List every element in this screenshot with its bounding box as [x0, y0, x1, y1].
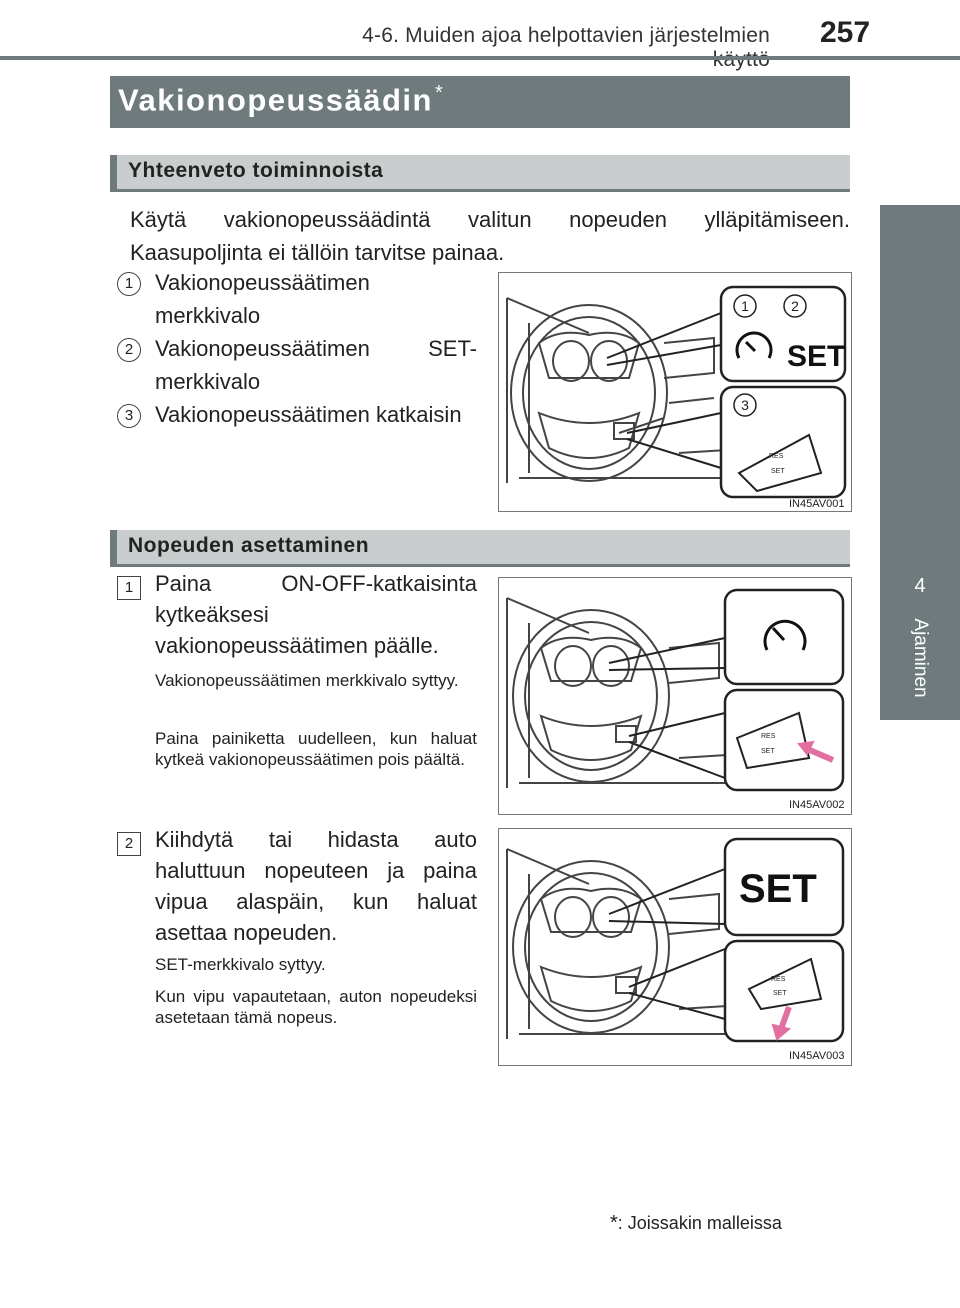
- step-note: Vakionopeussäätimen merkkivalo syttyy.: [155, 671, 459, 690]
- lever-set-label: SET: [773, 990, 787, 997]
- item-number: 3: [117, 404, 141, 428]
- item-text: Vakionopeussäätimen SET-merkkivalo: [155, 336, 477, 394]
- section-header-summary: [110, 155, 850, 192]
- figure-on-off-switch: [498, 577, 852, 815]
- page-number: 257: [820, 16, 871, 49]
- page-title: Vakionopeussäädin *: [118, 82, 445, 118]
- dashboard-illustration: [499, 273, 851, 511]
- step-text: Kiihdytä tai hidasta auto haluttuun nopeuteen ja paina vipua alaspäin, kun haluat asettaa nopeuden.: [155, 827, 477, 945]
- section-marker: [110, 155, 117, 189]
- chapter-label: Ajaminen: [910, 618, 931, 698]
- lever-res-label: RES: [771, 976, 786, 983]
- step-text: Paina ON-OFF-katkaisinta kytkeäksesi vakionopeussäätimen päälle.: [155, 571, 477, 658]
- callout-1: 1: [741, 298, 749, 314]
- item-text: Vakionopeussäätimen merkkivalo: [155, 270, 370, 328]
- footnote-star: *: [610, 1212, 618, 1234]
- footnote: [610, 1212, 782, 1235]
- section-heading: Nopeuden asettaminen: [128, 534, 370, 557]
- item-number: 2: [117, 338, 141, 362]
- item-number: 1: [117, 272, 141, 296]
- lever-set-label: SET: [771, 468, 785, 475]
- title-star: *: [434, 82, 445, 104]
- step-note: Kun vipu vapautetaan, auton nopeudeksi asetetaan tämä nopeus.: [155, 987, 477, 1027]
- chapter-number: 4: [914, 575, 926, 597]
- step-number: 1: [117, 576, 141, 600]
- dashboard-illustration: [499, 829, 851, 1065]
- footnote-text: : Joissakin malleissa: [617, 1213, 782, 1233]
- figure-set-speed: [498, 828, 852, 1066]
- figure-id: IN45AV002: [789, 799, 845, 811]
- figure-id: IN45AV003: [789, 1050, 845, 1062]
- step-number: 2: [117, 832, 141, 856]
- section-heading: Yhteenveto toiminnoista: [128, 159, 384, 182]
- dashboard-illustration: [499, 578, 851, 814]
- callout-3: 3: [741, 397, 749, 413]
- step-note: Paina painiketta uudelleen, kun haluat kytkeä vakionopeussäätimen pois päältä.: [155, 729, 477, 769]
- section-header-setting-speed: [110, 530, 850, 567]
- set-indicator-label: SET: [787, 340, 846, 373]
- item-text: Vakionopeussäätimen katkaisin: [155, 402, 462, 427]
- callout-2: 2: [791, 298, 799, 314]
- set-indicator-label: SET: [739, 867, 817, 911]
- figure-id: IN45AV001: [789, 498, 845, 510]
- lever-res-label: RES: [761, 733, 776, 740]
- running-head: 4-6. Muiden ajoa helpottavien järjestelmien: [362, 24, 770, 47]
- intro-paragraph: Käytä vakionopeussäädintä valitun nopeuden ylläpitämiseen. Kaasupoljinta ei tällöin tarvitse painaa.: [130, 207, 850, 265]
- figure-dashboard-overview: [498, 272, 852, 512]
- lever-set-label: SET: [761, 748, 775, 755]
- section-marker: [110, 530, 117, 564]
- step-note: SET-merkkivalo syttyy.: [155, 955, 326, 974]
- header-rule: [0, 56, 960, 60]
- lever-res-label: RES: [769, 453, 784, 460]
